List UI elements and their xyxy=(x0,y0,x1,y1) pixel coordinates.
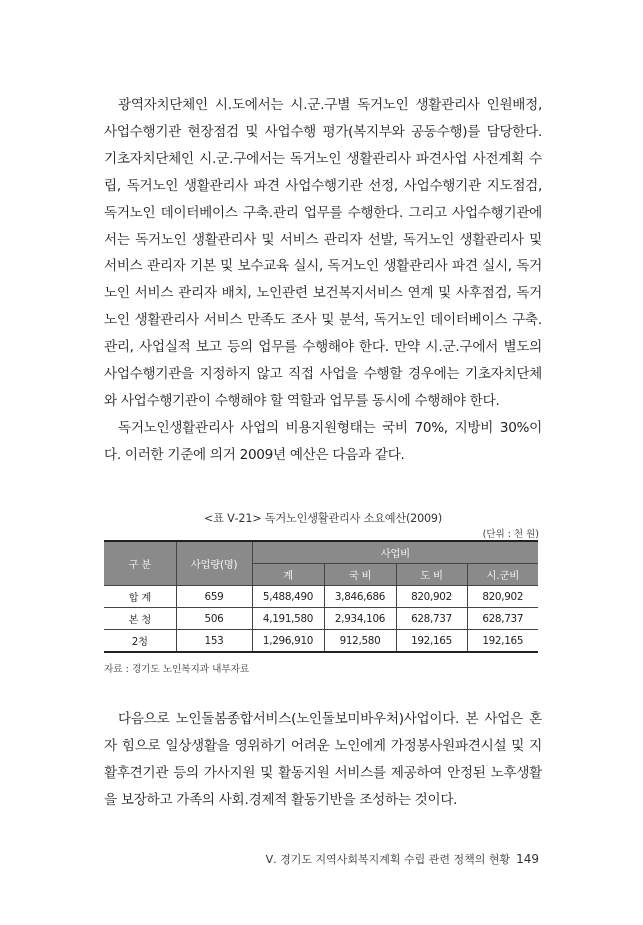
body-text-top xyxy=(104,92,542,469)
cell-city: 628,737 xyxy=(467,608,538,630)
cell-province: 820,902 xyxy=(396,586,467,608)
cell-national: 3,846,686 xyxy=(324,586,396,608)
header-national: 국 비 xyxy=(324,564,396,586)
page-number: 149 xyxy=(516,852,539,866)
paragraph-care-service: 다음으로 노인돌봄종합서비스(노인돌보미바우처)사업이다. 본 사업은 혼자 힘으로 일상생활을 영위하기 어려운 노인에게 가정봉사원파견시설 및 지활후견기관 등의 가사지원 및 활동지원 서비스를 제공하여 안정된 노후생활을 보장하고 가족의 사회․경제적 활동기반을 조성하는 것이다. xyxy=(104,711,542,808)
body-text-bottom xyxy=(104,706,542,814)
row-label: 합 계 xyxy=(104,586,176,608)
cell-national: 912,580 xyxy=(324,630,396,653)
row-label: 2청 xyxy=(104,630,176,653)
page-footer xyxy=(266,851,539,867)
cell-province: 628,737 xyxy=(396,608,467,630)
table-unit: (단위 : 천 원) xyxy=(482,529,539,540)
cell-total: 4,191,580 xyxy=(252,608,324,630)
table-title: <표 Ⅴ-21> 독거노인생활관리사 소요예산(2009) xyxy=(203,512,443,525)
cell-total: 1,296,910 xyxy=(252,630,324,653)
table-row xyxy=(104,608,538,630)
running-title: Ⅴ. 경기도 지역사회복지계획 수립 관련 정책의 현황 xyxy=(265,853,511,866)
cell-city: 192,165 xyxy=(467,630,538,653)
header-budget: 사업비 xyxy=(252,541,538,564)
cell-staff: 659 xyxy=(176,586,252,608)
paragraph-roles: 광역자치단체인 시․도에서는 시․군․구별 독거노인 생활관리사 인원배정, 사업수행기관 현장점검 및 사업수행 평가(복지부와 공동수행)를 담당한다. 기초자치단체인 시․군․구에서는 독거노인 생활관리사 파견사업 사전계획 수립, 독거노인 생활관리사 파견 사업수행기관 선정, 사업수행기관 지도점검, 독거노인 데이터베이스 구축․관리 업무를 수행한다. 그리고 사업수행기관에서는 독거노인 생활관리사 및 서비스 관리자 선발, 독거노인 생활관리사 및 서비스 관리자 기본 및 보수교육 실시, 독거노인 생활관리사 파견 실시, 독거노인 서비스 관리자 배치, 노인관련 보건복지서비스 연계 및 사후점검, 독거노인 생활관리사 서비스 만족도 조사 및 분석, 독거노인 데이터베이스 구축․관리, 사업실적 보고 등의 업무를 수행해야 한다. 만약 시․군․구에서 별도의 사업수행기관을 지정하지 않고 직접 사업을 수행할 경우에는 기초자치단체와 사업수행기관이 수행해야 할 역할과 업무를 동시에 수행해야 한다. xyxy=(104,97,542,409)
header-province: 도 비 xyxy=(396,564,467,586)
row-label: 본 청 xyxy=(104,608,176,630)
paragraph-funding: 독거노인생활관리사 사업의 비용지원형태는 국비 70%, 지방비 30%이다. 이러한 기준에 의거 2009년 예산은 다음과 같다. xyxy=(104,419,542,463)
cell-staff: 506 xyxy=(176,608,252,630)
cell-province: 192,165 xyxy=(396,630,467,653)
header-city: 시․군비 xyxy=(467,564,538,586)
header-category: 구 분 xyxy=(104,541,176,586)
header-staff: 사업량(명) xyxy=(176,541,252,586)
cell-total: 5,488,490 xyxy=(252,586,324,608)
table-row xyxy=(104,586,538,608)
cell-national: 2,934,106 xyxy=(324,608,396,630)
cell-staff: 153 xyxy=(176,630,252,653)
header-total: 계 xyxy=(252,564,324,586)
table-source: 자료 : 경기도 노인복지과 내부자료 xyxy=(104,664,250,675)
budget-table xyxy=(104,540,538,653)
table-row xyxy=(104,630,538,653)
cell-city: 820,902 xyxy=(467,586,538,608)
